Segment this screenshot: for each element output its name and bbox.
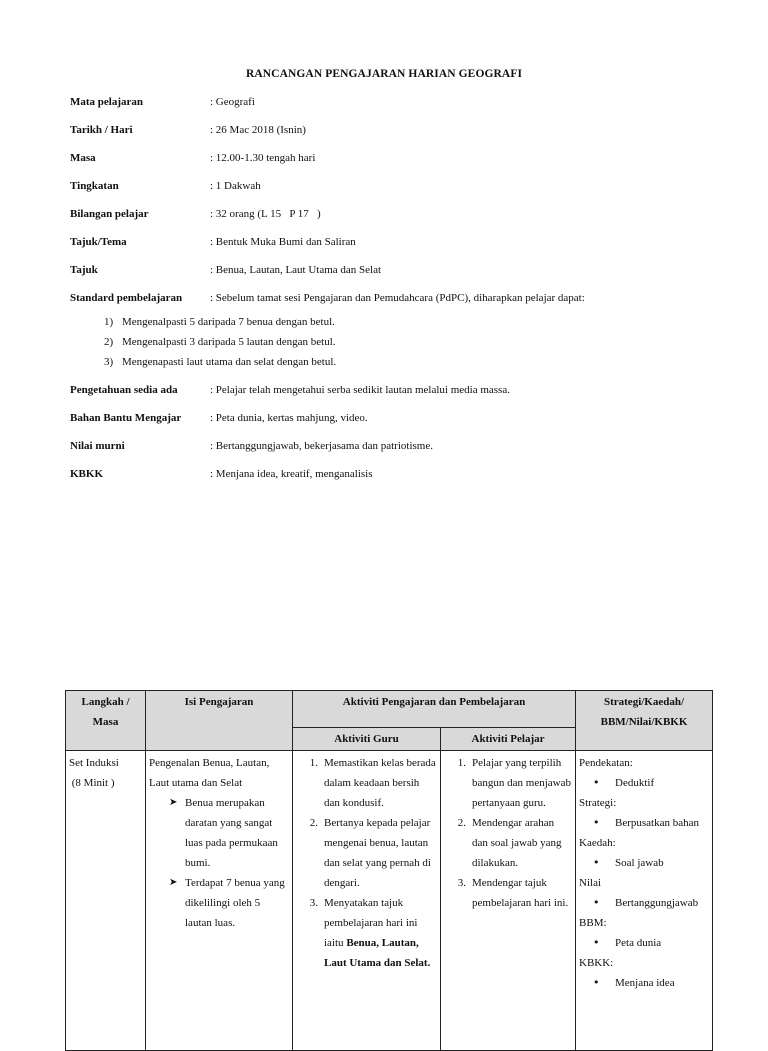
isi-point-text: Benua merupakan daratan yang sangat luas pada permukaan bumi. <box>185 797 278 869</box>
list-item <box>593 973 709 993</box>
strategi-list <box>579 813 709 833</box>
info-row-teaching-aids <box>70 412 730 440</box>
page-title: RANCANGAN PENGAJARAN HARIAN GEOGRAFI <box>245 68 523 80</box>
list-number: 1. <box>309 757 318 769</box>
header-aktiviti: Aktiviti Pengajaran dan Pembelajaran <box>293 691 576 728</box>
langkah-text: Set Induksi <box>69 757 119 769</box>
list-item <box>104 336 730 356</box>
strategi-item: Menjana idea <box>615 977 675 989</box>
info-value: : Bertanggungjawab, bekerjasama dan patriotisme. <box>210 440 433 452</box>
list-item <box>444 753 572 813</box>
info-label: Tarikh / Hari <box>70 124 133 136</box>
isi-intro: Pengenalan Benua, Lautan, Laut utama dan Selat <box>149 757 270 789</box>
list-item <box>593 893 709 913</box>
info-row-subject <box>70 96 730 124</box>
info-row-date <box>70 124 730 152</box>
strategi-list <box>579 973 709 993</box>
list-number: 1) <box>104 316 114 328</box>
info-row-standard <box>70 292 730 314</box>
strategi-list <box>579 893 709 913</box>
arrowhead-bullet-icon: ➤ <box>169 797 178 808</box>
strategi-item: Peta dunia <box>615 937 662 949</box>
strategi-item: Berpusatkan bahan <box>615 817 700 829</box>
pelajar-activities <box>444 753 572 913</box>
list-number: 2. <box>457 817 466 829</box>
activity-text: Mendengar arahan dan soal jawab yang dilakukan. <box>472 817 562 869</box>
bullet-dot-icon: • <box>593 816 600 829</box>
header-isi: Isi Pengajaran <box>146 691 293 751</box>
info-value: : Geografi <box>210 96 255 108</box>
cell-isi <box>146 751 293 1051</box>
info-row-form <box>70 180 730 208</box>
cell-aktiviti-pelajar <box>441 751 576 1051</box>
list-number: 3. <box>457 877 466 889</box>
activity-text: Memastikan kelas berada dalam keadaan bersih dan kondusif. <box>324 757 436 809</box>
header-langkah <box>66 691 146 751</box>
header-aktiviti-pelajar: Aktiviti Pelajar <box>441 728 576 751</box>
objective-text: Mengenalpasti 5 daripada 7 benua dengan betul. <box>122 316 335 328</box>
info-row-students <box>70 208 730 236</box>
strategi-item: Deduktif <box>615 777 655 789</box>
header-text: Strategi/Kaedah/ <box>603 696 685 708</box>
objectives-list <box>70 316 730 376</box>
info-label: Mata pelajaran <box>70 96 144 108</box>
strategi-heading: Nilai <box>579 877 602 889</box>
info-value: : Menjana idea, kreatif, menganalisis <box>210 468 373 480</box>
strategi-list <box>579 933 709 953</box>
info-value: : Bentuk Muka Bumi dan Saliran <box>210 236 356 248</box>
isi-points <box>149 793 289 933</box>
info-row-theme <box>70 236 730 264</box>
strategi-list <box>579 853 709 873</box>
info-row-prior-knowledge <box>70 384 730 412</box>
list-item <box>444 813 572 873</box>
info-value: : 26 Mac 2018 (Isnin) <box>210 124 306 136</box>
strategi-heading: BBM: <box>579 917 607 929</box>
list-number: 2. <box>309 817 318 829</box>
info-label: Pengetahuan sedia ada <box>70 384 178 396</box>
activity-text: Pelajar yang terpilih bangun dan menjawab pertanyaan guru. <box>472 757 571 809</box>
lesson-plan-table <box>65 690 713 1051</box>
activity-text: Bertanya kepada pelajar mengenai benua, lautan dan selat yang pernah di dengari. <box>324 817 431 889</box>
list-number: 3) <box>104 356 114 368</box>
bullet-dot-icon: • <box>593 936 600 949</box>
list-item <box>296 753 437 813</box>
list-item <box>593 933 709 953</box>
strategi-list <box>579 773 709 793</box>
strategi-heading: Pendekatan: <box>579 757 633 769</box>
list-item <box>593 813 709 833</box>
info-label: KBKK <box>70 468 104 480</box>
bullet-dot-icon: • <box>593 976 600 989</box>
strategi-item: Soal jawab <box>615 857 664 869</box>
info-label: Masa <box>70 152 96 164</box>
bullet-dot-icon: • <box>593 856 600 869</box>
list-number: 2) <box>104 336 114 348</box>
cell-aktiviti-guru <box>293 751 441 1051</box>
strategi-item: Bertanggungjawab <box>615 897 699 909</box>
header-strategi <box>576 691 713 751</box>
activity-text: Mendengar tajuk pembelajaran hari ini. <box>472 877 569 909</box>
list-item <box>296 813 437 893</box>
objective-text: Mengenapasti laut utama dan selat dengan betul. <box>122 356 337 368</box>
guru-activities <box>296 753 437 973</box>
activity-text-bold: Benua, Lautan, Laut Utama dan Selat. <box>324 937 431 969</box>
lesson-info <box>70 96 730 496</box>
header-text: BBM/Nilai/KBKK <box>600 716 688 728</box>
bullet-dot-icon: • <box>593 896 600 909</box>
objectives-block <box>70 314 730 384</box>
strategi-heading: Strategi: <box>579 797 617 809</box>
info-row-time <box>70 152 730 180</box>
header-text: Langkah / <box>81 696 130 708</box>
info-row-topic <box>70 264 730 292</box>
isi-point-text: Terdapat 7 benua yang dikelilingi oleh 5 lautan luas. <box>185 877 285 929</box>
objective-text: Mengenalpasti 3 daripada 5 lautan dengan betul. <box>122 336 336 348</box>
header-aktiviti-guru: Aktiviti Guru <box>293 728 441 751</box>
info-value: : Sebelum tamat sesi Pengajaran dan Pemudahcara (PdPC), diharapkan pelajar dapat: <box>210 292 585 304</box>
strategi-heading: KBKK: <box>579 957 614 969</box>
list-item <box>104 316 730 336</box>
info-label: Tajuk <box>70 264 98 276</box>
info-label: Bahan Bantu Mengajar <box>70 412 182 424</box>
header-text: Masa <box>92 716 119 728</box>
masa-text: (8 Minit ) <box>69 777 115 789</box>
info-label: Tajuk/Tema <box>70 236 127 248</box>
list-number: 1. <box>457 757 466 769</box>
list-item <box>104 356 730 376</box>
info-row-values <box>70 440 730 468</box>
list-item <box>169 793 289 873</box>
info-value: : Pelajar telah mengetahui serba sedikit lautan melalui media massa. <box>210 384 510 396</box>
list-number: 3. <box>309 897 318 909</box>
bullet-dot-icon: • <box>593 776 600 789</box>
strategi-heading: Kaedah: <box>579 837 616 849</box>
info-label: Tingkatan <box>70 180 119 192</box>
info-value: : 32 orang (L 15 P 17 ) <box>210 208 321 220</box>
info-label: Bilangan pelajar <box>70 208 149 220</box>
info-value: : 1 Dakwah <box>210 180 261 192</box>
list-item <box>444 873 572 913</box>
info-label: Nilai murni <box>70 440 125 452</box>
arrowhead-bullet-icon: ➤ <box>169 877 178 888</box>
info-value: : Benua, Lautan, Laut Utama dan Selat <box>210 264 382 276</box>
cell-langkah <box>66 751 146 1051</box>
info-value: : 12.00-1.30 tengah hari <box>210 152 316 164</box>
table-row <box>66 751 713 1051</box>
list-item <box>593 853 709 873</box>
activity-text-plain: Menyatakan tajuk pembelajaran hari ini iaitu <box>324 897 418 949</box>
list-item <box>169 873 289 933</box>
info-label: Standard pembelajaran <box>70 292 183 304</box>
cell-strategi <box>576 751 713 1051</box>
list-item <box>296 893 437 973</box>
info-value: : Peta dunia, kertas mahjung, video. <box>210 412 368 424</box>
info-row-kbkk <box>70 468 730 496</box>
list-item <box>593 773 709 793</box>
activity-text <box>324 893 437 973</box>
